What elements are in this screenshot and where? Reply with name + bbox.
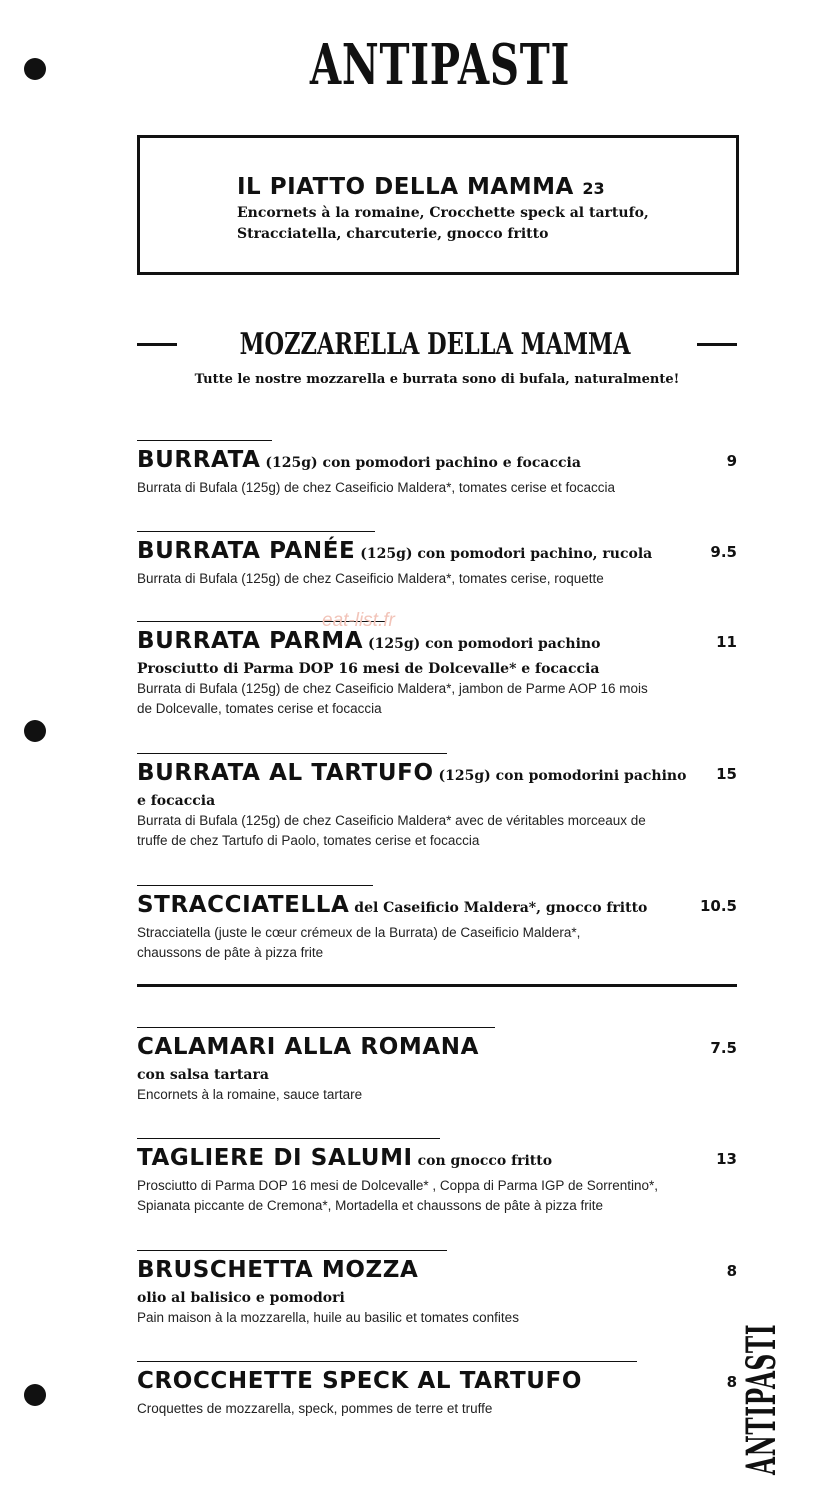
item-price: 15	[716, 765, 737, 783]
item-description: Pain maison à la mozzarella, huile au basilic et tomates confites	[137, 1310, 519, 1325]
item-subtitle: Prosciutto di Parma DOP 16 mesi de Dolcevalle* e focaccia	[137, 661, 600, 677]
item-description: Prosciutto di Parma DOP 16 mesi de Dolcevalle* , Coppa di Parma IGP de Sorrentino*,	[137, 1178, 659, 1193]
item-description: Spianata piccante de Cremona*, Mortadella et chaussons de pâte à pizza frite	[137, 1198, 604, 1213]
item-suffix: (125g) con pomodori pachino	[363, 636, 601, 652]
featured-title	[237, 174, 605, 200]
section-title: MOZZARELLA DELLA MAMMA	[239, 327, 631, 362]
item-name: BURRATA AL TARTUFO	[137, 760, 434, 786]
menu-item	[137, 885, 737, 963]
featured-desc-line: Stracciatella, charcuterie, gnocco fritto	[237, 226, 549, 242]
item-description: Burrata di Bufala (125g) de chez Caseificio Maldera*, tomates cerise, roquette	[137, 571, 604, 586]
item-suffix: del Caseificio Maldera*, gnocco fritto	[349, 900, 648, 916]
item-price: 9	[726, 452, 737, 470]
item-suffix: (125g) con pomodorini pachino	[433, 768, 687, 784]
item-price: 11	[716, 633, 737, 651]
item-description: Burrata di Bufala (125g) de chez Caseificio Maldera*, tomates cerise et focaccia	[137, 480, 615, 495]
menu-item	[137, 621, 737, 719]
item-rule	[137, 531, 375, 532]
item-price: 8	[726, 1373, 737, 1391]
item-rule	[137, 1250, 447, 1251]
menu-item	[137, 440, 737, 498]
item-rule	[137, 885, 373, 886]
featured-desc-line: Encornets à la romaine, Crocchette speck al tartufo,	[237, 205, 649, 221]
menu-item	[137, 1361, 737, 1419]
item-price: 7.5	[710, 1039, 737, 1057]
section-subtitle: Tutte le nostre mozzarella e burrata sono di bufala, naturalmente!	[194, 372, 680, 387]
item-price: 8	[726, 1262, 737, 1280]
item-subtitle: e focaccia	[137, 793, 216, 809]
menu-item	[137, 753, 737, 851]
item-description: Stracciatella (juste le cœur crémeux de la Burrata) de Caseificio Maldera*,	[137, 925, 581, 940]
item-description: Croquettes de mozzarella, speck, pommes de terre et truffe	[137, 1401, 493, 1416]
item-suffix: (125g) con pomodori pachino, rucola	[355, 546, 653, 562]
item-description: Encornets à la romaine, sauce tartare	[137, 1087, 363, 1102]
side-title-vertical	[736, 1300, 788, 1475]
binder-hole	[24, 1384, 46, 1406]
item-name: BRUSCHETTA MOZZA	[137, 1257, 419, 1283]
item-name: STRACCIATELLA	[137, 892, 350, 918]
item-name: BURRATA	[137, 447, 261, 473]
item-description: chaussons de pâte à pizza frite	[137, 945, 324, 960]
item-name: BURRATA PARMA	[137, 628, 364, 654]
item-price: 10.5	[699, 897, 737, 915]
side-title-text: ANTIPASTI	[738, 1323, 785, 1475]
watermark: eat-list.fr	[322, 610, 395, 631]
item-price: 9.5	[710, 543, 737, 561]
item-rule	[137, 1138, 440, 1139]
binder-hole	[24, 720, 46, 742]
item-rule	[137, 1361, 637, 1362]
item-name: CROCCHETTE SPECK AL TARTUFO	[137, 1368, 583, 1394]
item-subtitle: olio al balisico e pomodori	[137, 1290, 345, 1306]
featured-name: IL PIATTO DELLA MAMMA	[237, 174, 574, 200]
item-description: truffe de chez Tartufo di Paolo, tomates cerise et focaccia	[137, 833, 480, 848]
menu-item	[137, 1027, 737, 1105]
menu-item	[137, 531, 737, 589]
section-dash-left	[137, 343, 177, 346]
menu-item	[137, 1138, 737, 1216]
page-title: ANTIPASTI	[309, 32, 571, 98]
section-dash-right	[697, 343, 737, 346]
item-rule	[137, 440, 272, 441]
featured-description	[237, 203, 657, 245]
item-description: Burrata di Bufala (125g) de chez Caseificio Maldera* avec de véritables morceaux de	[137, 813, 646, 828]
item-rule	[137, 1027, 495, 1028]
item-suffix: con gnocco fritto	[412, 1153, 553, 1169]
featured-price: 23	[582, 179, 605, 198]
item-name: BURRATA PANÉE	[137, 538, 356, 564]
item-description: de Dolcevalle, tomates cerise et focaccia	[137, 701, 382, 716]
menu-item	[137, 1250, 737, 1328]
item-subtitle: con salsa tartara	[137, 1067, 269, 1083]
section-separator	[137, 984, 737, 987]
item-rule	[137, 753, 447, 754]
item-price: 13	[716, 1150, 737, 1168]
featured-box	[137, 135, 739, 275]
item-name: CALAMARI ALLA ROMANA	[137, 1034, 480, 1060]
item-suffix: (125g) con pomodori pachino e focaccia	[260, 455, 581, 471]
binder-hole	[24, 58, 46, 80]
item-description: Burrata di Bufala (125g) de chez Caseificio Maldera*, jambon de Parme AOP 16 mois	[137, 681, 648, 696]
item-name: TAGLIERE DI SALUMI	[137, 1145, 413, 1171]
